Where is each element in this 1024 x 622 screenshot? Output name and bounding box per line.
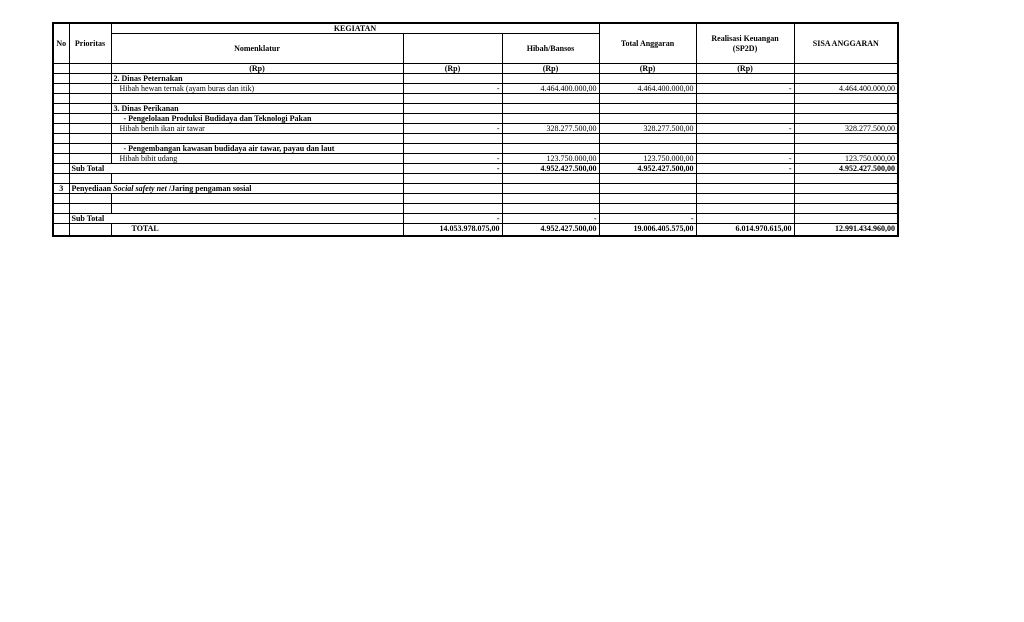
cell-hibah: 123.750.000,00 — [502, 154, 599, 164]
table-row — [53, 74, 898, 84]
cell-hibah: - — [502, 214, 599, 224]
section-dinas-peternakan: 2. Dinas Peternakan — [111, 74, 403, 84]
cell-hibah: 4.464.400.000,00 — [502, 84, 599, 94]
header-row-1 — [53, 23, 898, 34]
units-cell-no — [53, 64, 69, 74]
cell-hibah: 4.952.427.500,00 — [502, 224, 599, 236]
table-row-empty — [53, 174, 898, 184]
table-row-empty — [53, 194, 898, 204]
cell-total: 4.952.427.500,00 — [599, 164, 696, 174]
cell-realisasi: 6.014.970.615,00 — [696, 224, 794, 236]
units-cell-sisa — [794, 64, 898, 74]
table-row — [53, 144, 898, 154]
header-realisasi — [696, 23, 794, 64]
header-kegiatan: KEGIATAN — [111, 23, 599, 34]
subtotal-label: Sub Total — [69, 214, 403, 224]
unit-label: (Rp) — [403, 64, 502, 74]
cell-value: - — [403, 124, 502, 134]
table-row-empty — [53, 94, 898, 104]
cell-value: - — [403, 84, 502, 94]
subsection-pengelolaan: - Pengelolaan Produksi Budidaya dan Teknologi Pakan — [111, 114, 403, 124]
units-row — [53, 64, 898, 74]
table-row — [53, 124, 898, 134]
cell-realisasi: - — [696, 124, 794, 134]
cell-sisa: 328.277.500,00 — [794, 124, 898, 134]
table-row — [53, 104, 898, 114]
section-social-safety-net — [69, 184, 403, 194]
cell-realisasi: - — [696, 164, 794, 174]
budget-table — [52, 22, 899, 237]
table-row — [53, 114, 898, 124]
total-label: TOTAL — [111, 224, 403, 236]
cell-value: - — [403, 214, 502, 224]
unit-label: (Rp) — [696, 64, 794, 74]
cell-sisa: 12.991.434.960,00 — [794, 224, 898, 236]
cell-sisa: 4.464.400.000,00 — [794, 84, 898, 94]
cell-value: - — [403, 154, 502, 164]
header-total-anggaran: Total Anggaran — [599, 23, 696, 64]
header-no: No — [53, 23, 69, 64]
row-number: 3 — [53, 184, 69, 194]
unit-label: (Rp) — [599, 64, 696, 74]
section-dinas-perikanan: 3. Dinas Perikanan — [111, 104, 403, 114]
header-nomenklatur: Nomenklatur — [111, 34, 403, 64]
cell-realisasi — [696, 214, 794, 224]
total-row — [53, 224, 898, 236]
header-sisa-anggaran: SISA ANGGARAN — [794, 23, 898, 64]
cell-total: 4.464.400.000,00 — [599, 84, 696, 94]
cell-total: - — [599, 214, 696, 224]
subtotal-row — [53, 164, 898, 174]
section3-label-pre: Penyediaan — [71, 183, 114, 193]
subtotal-label: Sub Total — [69, 164, 403, 174]
section3-label-post: /Jaring pengaman sosial — [166, 183, 252, 193]
cell-total: 19.006.405.575,00 — [599, 224, 696, 236]
row-label: Hibah hewan ternak (ayam buras dan itik) — [111, 84, 403, 94]
cell-value: - — [403, 164, 502, 174]
row-label: Hibah bibit udang — [111, 154, 403, 164]
cell-total: 328.277.500,00 — [599, 124, 696, 134]
header-blank — [403, 34, 502, 64]
unit-label: (Rp) — [111, 64, 403, 74]
header-realisasi-line2: (SP2D) — [732, 43, 758, 53]
cell-sisa: 123.750.000,00 — [794, 154, 898, 164]
header-realisasi-line1: Realisasi Keuangan — [711, 33, 779, 43]
table-row-empty — [53, 134, 898, 144]
cell-hibah: 4.952.427.500,00 — [502, 164, 599, 174]
cell-value: 14.053.978.075,00 — [403, 224, 502, 236]
section3-label-italic: Social safety net — [113, 183, 167, 193]
cell-total: 123.750.000,00 — [599, 154, 696, 164]
table-row — [53, 184, 898, 194]
subsection-pengembangan: - Pengembangan kawasan budidaya air tawar, payau dan laut — [111, 144, 403, 154]
row-label: Hibah benih ikan air tawar — [111, 124, 403, 134]
header-hibah-bansos: Hibah/Bansos — [502, 34, 599, 64]
cell-sisa — [794, 214, 898, 224]
cell-hibah: 328.277.500,00 — [502, 124, 599, 134]
table-row — [53, 84, 898, 94]
table-row — [53, 154, 898, 164]
cell-realisasi: - — [696, 154, 794, 164]
cell-sisa: 4.952.427.500,00 — [794, 164, 898, 174]
table-row-empty — [53, 204, 898, 214]
units-cell-prioritas — [69, 64, 111, 74]
subtotal-row — [53, 214, 898, 224]
unit-label: (Rp) — [502, 64, 599, 74]
cell-realisasi: - — [696, 84, 794, 94]
header-prioritas: Prioritas — [69, 23, 111, 64]
